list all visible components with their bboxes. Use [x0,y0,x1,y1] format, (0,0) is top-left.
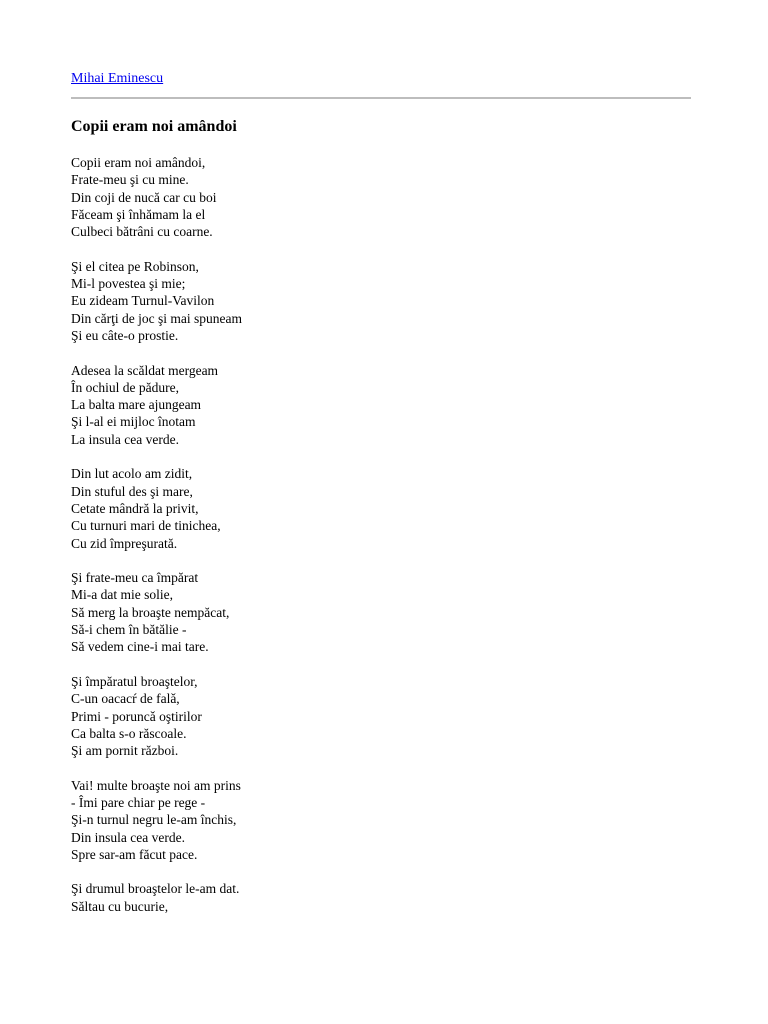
stanza [71,569,242,655]
verse-line: Şi-n turnul negru le-am închis, [71,812,237,828]
stanza [71,880,242,915]
verse-line: Cu turnuri mari de tinichea, [71,518,221,534]
verse-line: Şi frate-meu ca împărat [71,570,199,586]
verse-line: Făceam şi înhămam la el [71,206,206,222]
divider [71,97,691,99]
poem-title: Copii eram noi amândoi [71,118,237,135]
verse-line: Din coji de nucă car cu boi [71,189,217,205]
verse-line: Mi-l povestea şi mie; [71,276,186,292]
verse-line: Frate-meu şi cu mine. [71,172,189,188]
stanza [71,777,242,863]
verse-line: Şi l-al ei mijloc înotam [71,414,196,430]
stanza [71,362,242,448]
verse-line: La balta mare ajungeam [71,397,202,413]
stanza [71,673,242,759]
verse-line: Copii eram noi amândoi, [71,155,206,170]
verse-line: Spre sar-am făcut pace. [71,846,198,862]
verse-line: Şi el citea pe Robinson, [71,258,199,274]
poem-body [71,154,242,932]
verse-line: - Îmi pare chiar pe rege - [71,794,206,810]
verse-line: Şi împăratul broaştelor, [71,673,198,689]
stanza [71,154,242,240]
verse-line: Cu zid împreşurată. [71,535,178,551]
verse-line: Vai! multe broaşte noi am prins [71,777,241,793]
verse-line: La insula cea verde. [71,431,179,447]
author-link[interactable]: Mihai Eminescu [71,71,164,86]
verse-line: Din lut acolo am zidit, [71,466,193,482]
verse-line: Din insula cea verde. [71,829,185,845]
verse-line: Şi drumul broaştelor le-am dat. [71,881,240,897]
verse-line: Să merg la broaşte nempăcat, [71,604,230,620]
verse-line: Culbeci bătrâni cu coarne. [71,224,213,240]
verse-line: Din stuful des şi mare, [71,483,193,499]
verse-line: Săltau cu bucurie, [71,898,169,914]
verse-line: C-un oacacŕ de falǎ, [71,691,180,707]
stanza [71,258,242,344]
verse-line: Adesea la scăldat mergeam [71,362,219,378]
verse-line: Să-i chem în bătălie - [71,622,187,638]
verse-line: Mi-a dat mie solie, [71,587,173,603]
verse-line: Primi - poruncǎ oştirilor [71,708,202,724]
stanza [71,465,242,551]
verse-line: Să vedem cine-i mai tare. [71,639,209,655]
verse-line: În ochiul de pădure, [71,379,179,395]
verse-line: Şi eu câte-o prostie. [71,327,179,343]
verse-line: Eu zideam Turnul-Vavilon [71,293,215,309]
verse-line: Din cărţi de joc şi mai spuneam [71,310,242,326]
verse-line: Ca balta s-o răscoale. [71,725,187,741]
verse-line: Şi am pornit război. [71,743,179,759]
verse-line: Cetate mândră la privit, [71,500,199,516]
